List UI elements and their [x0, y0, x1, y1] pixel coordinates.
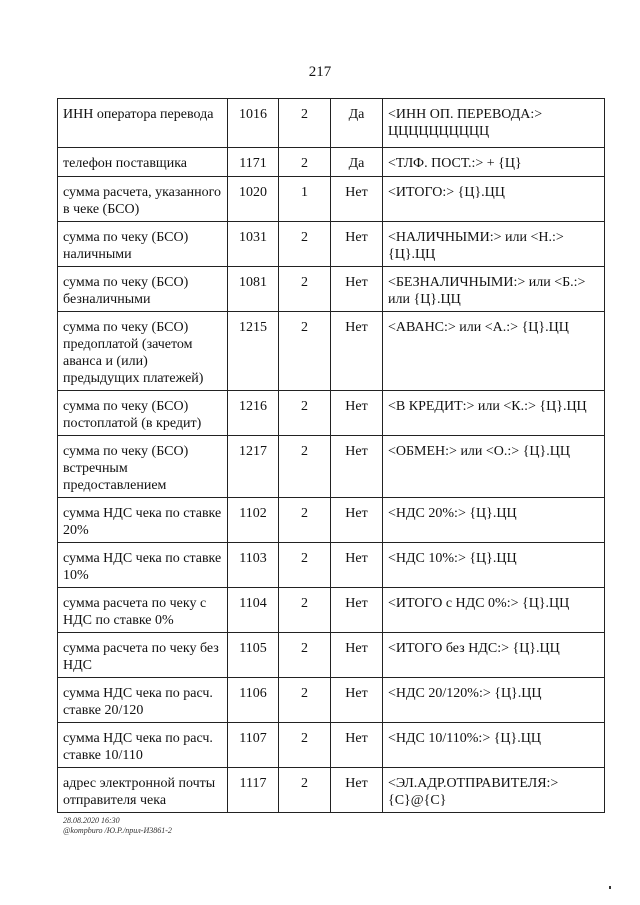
requisite-name: сумма НДС чека по расч. ставке 10/110 — [58, 723, 228, 768]
form-number: 2 — [279, 723, 331, 768]
form-number: 2 — [279, 267, 331, 312]
print-format: <ЭЛ.АДР.ОТПРАВИТЕЛЯ:> {С}@{С} — [383, 768, 605, 813]
stamp-reference: @kompburo /Ю.Р./прил-И3861-2 — [63, 826, 172, 835]
table-row — [58, 723, 605, 768]
table-body — [58, 99, 605, 813]
table-row — [58, 436, 605, 498]
form-number: 2 — [279, 312, 331, 391]
print-format: <ИТОГО без НДС:> {Ц}.ЦЦ — [383, 633, 605, 678]
tag-number: 1081 — [228, 267, 279, 312]
requisite-name: сумма расчета, указанного в чеке (БСО) — [58, 177, 228, 222]
mandatory-flag: Нет — [331, 312, 383, 391]
requisite-name: сумма по чеку (БСО) встречным предоставлением — [58, 436, 228, 498]
requisite-name: сумма по чеку (БСО) предоплатой (зачетом аванса и (или) предыдущих платежей) — [58, 312, 228, 391]
mandatory-flag: Да — [331, 148, 383, 177]
tag-number: 1217 — [228, 436, 279, 498]
table-row — [58, 588, 605, 633]
requisite-name: сумма по чеку (БСО) безналичными — [58, 267, 228, 312]
scan-mark — [609, 886, 611, 889]
tag-number: 1031 — [228, 222, 279, 267]
print-format: <ИНН ОП. ПЕРЕВОДА:> ЦЦЦЦЦЦЦЦЦЦ — [383, 99, 605, 148]
form-number: 2 — [279, 678, 331, 723]
requisite-name: телефон поставщика — [58, 148, 228, 177]
table-row — [58, 498, 605, 543]
mandatory-flag: Нет — [331, 588, 383, 633]
form-number: 2 — [279, 768, 331, 813]
tag-number: 1103 — [228, 543, 279, 588]
requisite-name: сумма по чеку (БСО) наличными — [58, 222, 228, 267]
print-format: <НДС 10/110%:> {Ц}.ЦЦ — [383, 723, 605, 768]
requisite-name: ИНН оператора перевода — [58, 99, 228, 148]
form-number: 2 — [279, 543, 331, 588]
stamp-datetime: 28.08.2020 16:30 — [63, 816, 120, 825]
table-row — [58, 768, 605, 813]
requisite-name: сумма НДС чека по расч. ставке 20/120 — [58, 678, 228, 723]
form-number: 2 — [279, 222, 331, 267]
table-row — [58, 267, 605, 312]
print-format: <НДС 20%:> {Ц}.ЦЦ — [383, 498, 605, 543]
mandatory-flag: Нет — [331, 498, 383, 543]
form-number: 2 — [279, 633, 331, 678]
tag-number: 1107 — [228, 723, 279, 768]
table-row — [58, 312, 605, 391]
tag-number: 1020 — [228, 177, 279, 222]
mandatory-flag: Нет — [331, 222, 383, 267]
mandatory-flag: Нет — [331, 633, 383, 678]
print-format: <НДС 10%:> {Ц}.ЦЦ — [383, 543, 605, 588]
form-number: 2 — [279, 436, 331, 498]
tag-number: 1105 — [228, 633, 279, 678]
print-format: <В КРЕДИТ:> или <К.:> {Ц}.ЦЦ — [383, 391, 605, 436]
table-row — [58, 99, 605, 148]
print-format: <БЕЗНАЛИЧНЫМИ:> или <Б.:> или {Ц}.ЦЦ — [383, 267, 605, 312]
requisites-table — [57, 98, 605, 813]
print-format: <АВАНС:> или <А.:> {Ц}.ЦЦ — [383, 312, 605, 391]
print-format: <ИТОГО с НДС 0%:> {Ц}.ЦЦ — [383, 588, 605, 633]
mandatory-flag: Нет — [331, 768, 383, 813]
tag-number: 1171 — [228, 148, 279, 177]
print-format: <НДС 20/120%:> {Ц}.ЦЦ — [383, 678, 605, 723]
form-number: 2 — [279, 391, 331, 436]
print-format: <ТЛФ. ПОСТ.:> + {Ц} — [383, 148, 605, 177]
tag-number: 1016 — [228, 99, 279, 148]
requisite-name: сумма расчета по чеку без НДС — [58, 633, 228, 678]
mandatory-flag: Нет — [331, 391, 383, 436]
table-row — [58, 678, 605, 723]
mandatory-flag: Нет — [331, 436, 383, 498]
tag-number: 1106 — [228, 678, 279, 723]
tag-number: 1215 — [228, 312, 279, 391]
page-number: 217 — [308, 64, 332, 80]
table-row — [58, 148, 605, 177]
tag-number: 1216 — [228, 391, 279, 436]
requisite-name: сумма расчета по чеку с НДС по ставке 0% — [58, 588, 228, 633]
tag-number: 1102 — [228, 498, 279, 543]
table-row — [58, 391, 605, 436]
requisite-name: сумма по чеку (БСО) постоплатой (в кредит) — [58, 391, 228, 436]
form-number: 2 — [279, 148, 331, 177]
table-row — [58, 222, 605, 267]
table-row — [58, 543, 605, 588]
tag-number: 1104 — [228, 588, 279, 633]
requisite-name: адрес электронной почты отправителя чека — [58, 768, 228, 813]
form-number: 2 — [279, 588, 331, 633]
requisite-name: сумма НДС чека по ставке 20% — [58, 498, 228, 543]
mandatory-flag: Нет — [331, 723, 383, 768]
print-format: <НАЛИЧНЫМИ:> или <Н.:> {Ц}.ЦЦ — [383, 222, 605, 267]
form-number: 2 — [279, 99, 331, 148]
table-row — [58, 633, 605, 678]
print-format: <ОБМЕН:> или <О.:> {Ц}.ЦЦ — [383, 436, 605, 498]
form-number: 1 — [279, 177, 331, 222]
table-row — [58, 177, 605, 222]
mandatory-flag: Да — [331, 99, 383, 148]
requisite-name: сумма НДС чека по ставке 10% — [58, 543, 228, 588]
mandatory-flag: Нет — [331, 267, 383, 312]
mandatory-flag: Нет — [331, 678, 383, 723]
mandatory-flag: Нет — [331, 177, 383, 222]
print-format: <ИТОГО:> {Ц}.ЦЦ — [383, 177, 605, 222]
tag-number: 1117 — [228, 768, 279, 813]
document-stamp — [63, 816, 172, 836]
form-number: 2 — [279, 498, 331, 543]
mandatory-flag: Нет — [331, 543, 383, 588]
